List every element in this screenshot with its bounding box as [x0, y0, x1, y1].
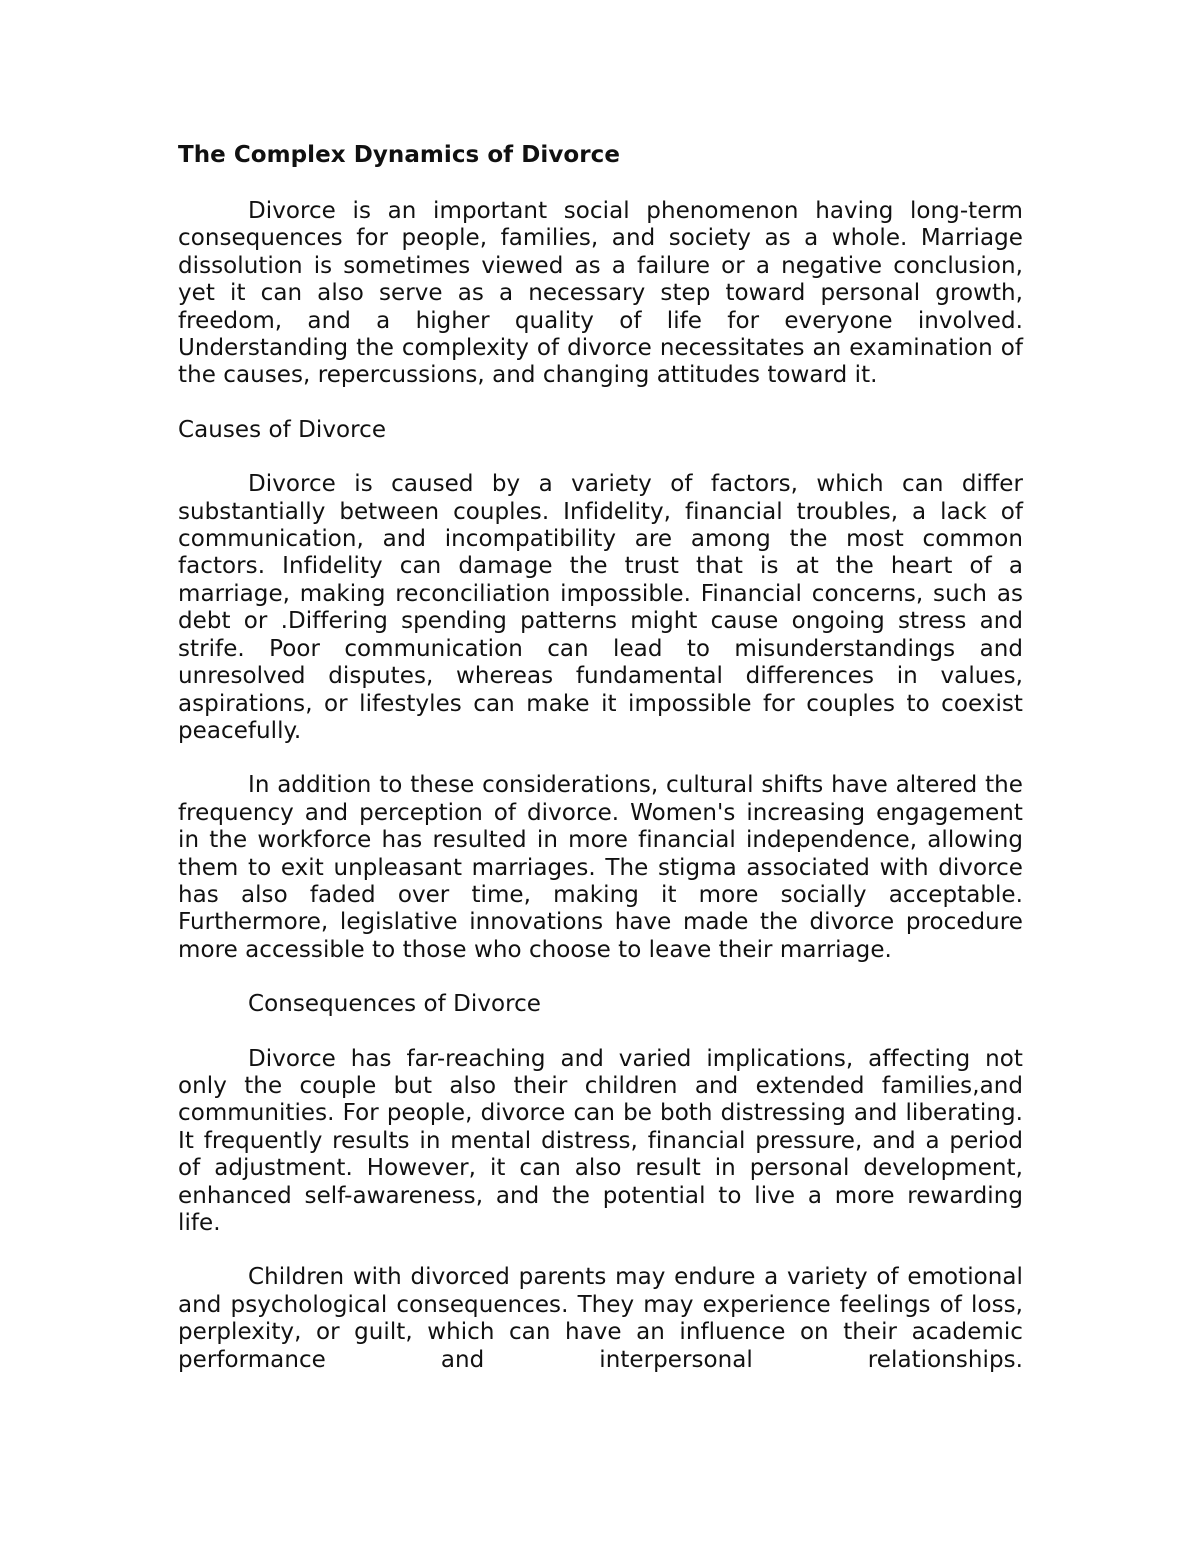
consequences-paragraph-1: Divorce has far-reaching and varied implications, affecting not only the couple but also their children and extended families,and communities. For people, divorce can be both distressing and liberating. It frequently results in mental distress, financial pressure, and a period of adjustment. However, it can also result in personal development, enhanced self-awareness, and the potential to live a more rewarding life.: [178, 1045, 1023, 1236]
document-title: The Complex Dynamics of Divorce: [178, 142, 620, 168]
document-body: [178, 140, 1023, 1401]
causes-paragraph-2: In addition to these considerations, cultural shifts have altered the frequency and perception of divorce. Women's increasing engagement in the workforce has resulted in more financial independence, allowing them to exit unpleasant marriages. The stigma associated with divorce has also faded over time, making it more socially acceptable. Furthermore, legislative innovations have made the divorce procedure more accessible to those who choose to leave their marriage.: [178, 772, 1023, 963]
causes-paragraph-1: Divorce is caused by a variety of factors, which can differ substantially between couples. Infidelity, financial troubles, a lack of communication, and incompatibility are among the most common factors. Infidelity can damage the trust that is at the heart of a marriage, making reconciliation impossible. Financial concerns, such as debt or .Differing spending patterns might cause ongoing stress and strife. Poor communication can lead to misunderstandings and unresolved disputes, whereas fundamental differences in values, aspirations, or lifestyles can make it impossible for couples to coexist peacefully.: [178, 471, 1023, 744]
consequences-heading: Consequences of Divorce: [248, 991, 541, 1018]
consequences-paragraph-2: Children with divorced parents may endure a variety of emotional and psychological consequences. They may experience feelings of loss, perplexity, or guilt, which can have an influence on their academic performance and interpersonal relationships.: [178, 1264, 1023, 1373]
intro-paragraph: Divorce is an important social phenomenon having long-term consequences for people, families, and society as a whole. Marriage dissolution is sometimes viewed as a failure or a negative conclusion, yet it can also serve as a necessary step toward personal growth, freedom, and a higher quality of life for everyone involved. Understanding the complexity of divorce necessitates an examination of the causes, repercussions, and changing attitudes toward it.: [178, 198, 1023, 389]
causes-heading: Causes of Divorce: [178, 416, 387, 443]
